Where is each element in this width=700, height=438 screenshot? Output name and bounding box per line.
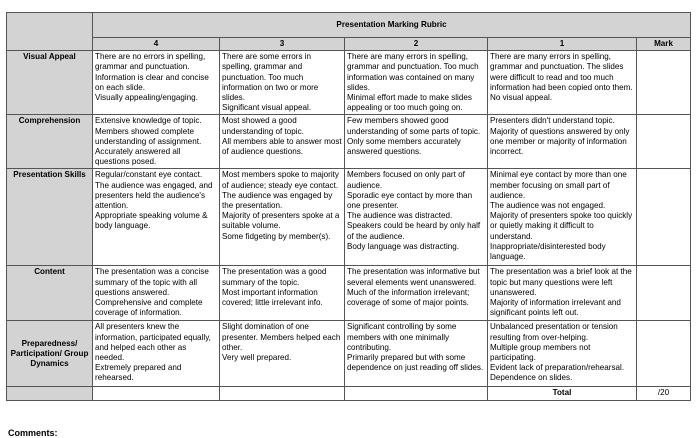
score-header-4: 4 [93, 38, 220, 51]
descriptor-line: Primarily prepared but with some dependence on just reading off slides. [347, 353, 484, 373]
total-blank-cell [7, 387, 93, 400]
rubric-row-visual-appeal [7, 51, 691, 115]
descriptor-line: Majority of information irrelevant and significant points left out. [490, 298, 621, 318]
descriptor-cell [488, 266, 637, 321]
descriptor-line: Majority of presenters spoke at a suitable volume. [222, 211, 340, 231]
descriptor-line: Evident lack of preparation/rehearsal. [490, 363, 625, 373]
descriptor-cell [488, 169, 637, 266]
criterion-comprehension: Comprehension [7, 115, 93, 169]
total-value[interactable]: /20 [637, 387, 691, 400]
mark-input-preparedness[interactable] [637, 321, 691, 387]
descriptor-line: Extensive knowledge of topic. [95, 116, 202, 126]
total-blank-cell [93, 387, 220, 400]
descriptor-line: Appropriate speaking volume & body language. [95, 211, 208, 231]
mark-input-visual-appeal[interactable] [637, 51, 691, 115]
descriptor-cell [345, 115, 488, 169]
rubric-row-content [7, 266, 691, 321]
descriptor-cell [93, 321, 220, 387]
descriptor-line: Inappropriate/disinterested body language. [490, 241, 606, 262]
descriptor-cell [220, 169, 345, 266]
descriptor-line: The presentation was a good summary of the topic. [222, 267, 327, 287]
descriptor-line: There are many errors in spelling, grammar and punctuation. The slides were difficult to read and too much information had been copied onto them. [490, 52, 633, 92]
descriptor-line: The audience was engaged by the presentation. [222, 190, 333, 211]
descriptor-line: Dependence on slides. [490, 373, 573, 383]
descriptor-line: Minimal eye contact by more than one member focusing on small part of audience. [490, 170, 627, 200]
descriptor-line: Members showed complete understanding of assignment. [95, 126, 202, 146]
descriptor-cell [93, 115, 220, 169]
descriptor-line: Some fidgeting by member(s). [222, 231, 331, 241]
rubric-row-preparedness [7, 321, 691, 387]
descriptor-cell [345, 321, 488, 387]
total-row [7, 387, 691, 400]
score-header-1: 1 [488, 38, 637, 51]
descriptor-line: The presentation was a concise summary of the topic with all questions answered. [95, 267, 209, 297]
descriptor-line: The presentation was informative but several elements went unanswered. [347, 267, 480, 287]
descriptor-line: Majority of presenters spoke too quickly or quietly making it difficult to understand. [490, 211, 633, 241]
descriptor-line: The audience was distracted. [347, 211, 453, 221]
descriptor-line: No visual appeal. [490, 93, 553, 103]
descriptor-line: Unbalanced presentation or tension resulting from over-helping. [490, 322, 618, 342]
comments-label: Comments: [8, 428, 58, 438]
mark-input-presentation-skills[interactable] [637, 169, 691, 266]
mark-input-content[interactable] [637, 266, 691, 321]
descriptor-cell [93, 51, 220, 115]
descriptor-line: Members focused on only part of audience. [347, 170, 465, 190]
criterion-preparedness: Preparedness/ Participation/ Group Dynamics [7, 321, 93, 387]
descriptor-line: There are many errors in spelling, grammar and punctuation. Too much information was contained on many slides. [347, 52, 479, 92]
descriptor-line: Most showed a good understanding of topic. [222, 116, 304, 136]
total-blank-cell [345, 387, 488, 400]
descriptor-cell [488, 321, 637, 387]
rubric-row-comprehension [7, 115, 691, 169]
descriptor-line: Information is clear and concise on each slide. [95, 72, 209, 92]
title-row [7, 13, 691, 38]
descriptor-cell [220, 266, 345, 321]
descriptor-line: Body language was distracting. [347, 241, 460, 251]
descriptor-line: Visually appealing/engaging. [95, 93, 198, 103]
score-header-3: 3 [220, 38, 345, 51]
descriptor-cell [488, 115, 637, 169]
descriptor-cell [93, 169, 220, 266]
presentation-rubric-table [6, 12, 691, 401]
descriptor-line: Extremely prepared and rehearsed. [95, 363, 182, 383]
descriptor-line: Speakers could be heard by only half of the audience. [347, 221, 481, 241]
descriptor-cell [220, 115, 345, 169]
header-row [7, 38, 691, 51]
descriptor-cell [220, 321, 345, 387]
criterion-presentation-skills: Presentation Skills [7, 169, 93, 266]
corner-cell [7, 13, 93, 51]
descriptor-line: Only some members accurately answered questions. [347, 136, 461, 157]
descriptor-line: Sporadic eye contact by more than one presenter. [347, 190, 473, 211]
descriptor-cell [220, 51, 345, 115]
descriptor-line: There are no errors in spelling, grammar and punctuation. [95, 52, 206, 72]
criterion-visual-appeal: Visual Appeal [7, 51, 93, 115]
descriptor-cell [345, 266, 488, 321]
descriptor-line: Few members showed good understanding of some parts of topic. [347, 116, 481, 136]
descriptor-line: Significant controlling by some members with one minimally contributing. [347, 322, 457, 352]
total-label: Total [488, 387, 637, 400]
mark-header: Mark [637, 38, 691, 51]
descriptor-line: Regular/constant eye contact. [95, 170, 203, 180]
descriptor-line: Most important information covered; little irrelevant info. [222, 287, 323, 308]
rubric-title: Presentation Marking Rubric [93, 13, 691, 38]
descriptor-line: Accurately answered all questions posed. [95, 147, 181, 167]
mark-input-comprehension[interactable] [637, 115, 691, 169]
descriptor-line: Much of the information irrelevant; coverage of some of major points. [347, 287, 470, 308]
descriptor-cell [93, 266, 220, 321]
descriptor-line: Slight domination of one presenter. Members helped each other. [222, 322, 341, 352]
total-blank-cell [220, 387, 345, 400]
criterion-content: Content [7, 266, 93, 321]
descriptor-line: Comprehensive and complete coverage of information. [95, 298, 203, 318]
descriptor-cell [488, 51, 637, 115]
descriptor-line: The audience was engaged, and presenters held the audience's attention. [95, 180, 213, 211]
descriptor-line: Minimal effort made to make slides appealing or too much going on. [347, 93, 472, 113]
descriptor-line: Very well prepared. [222, 353, 292, 363]
descriptor-line: Presenters didn't understand topic. [490, 116, 615, 126]
descriptor-line: Most members spoke to majority of audience; steady eye contact. [222, 170, 339, 190]
descriptor-line: Significant visual appeal. [222, 103, 312, 113]
descriptor-cell [345, 169, 488, 266]
descriptor-cell [345, 51, 488, 115]
score-header-2: 2 [345, 38, 488, 51]
descriptor-line: Majority of questions answered by only one member or majority of information incorrect. [490, 126, 630, 157]
descriptor-line: All presenters knew the information, participated equally, and helped each other as needed. [95, 322, 211, 363]
descriptor-line: The presentation was a brief look at the topic but many questions were left unanswered. [490, 267, 632, 297]
descriptor-line: Multiple group members not participating. [490, 342, 591, 363]
descriptor-line: The audience was not engaged. [490, 201, 606, 211]
descriptor-line: All members able to answer most of audience questions. [222, 136, 342, 157]
descriptor-line: There are some errors in spelling, grammar and punctuation. Too much information on two or more slides. [222, 52, 319, 103]
rubric-row-presentation-skills [7, 169, 691, 266]
